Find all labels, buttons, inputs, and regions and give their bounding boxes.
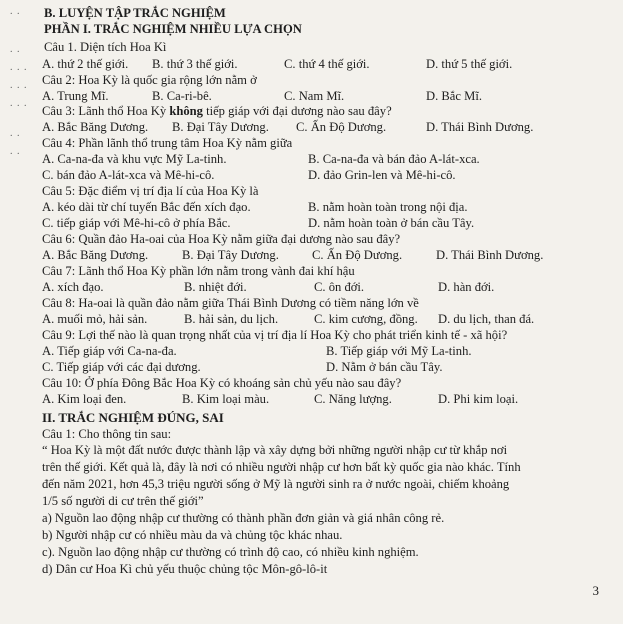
q4-option-d: D. đảo Grin-len và Mê-hi-cô.	[308, 168, 456, 182]
q5-option-d: D. nằm hoàn toàn ở bán cầu Tây.	[308, 216, 475, 230]
q9-option-c: C. Tiếp giáp với các đại dương.	[42, 360, 201, 374]
margin-marks: . . . . . . . . . . . . . . . . .	[10, 6, 28, 157]
q6-option-d: D. Thái Bình Dương.	[436, 248, 544, 262]
q9-option-b: B. Tiếp giáp với Mỹ La-tinh.	[326, 344, 472, 358]
statement-b: b) Người nhập cư có nhiều màu da và chủng tộc khác nhau.	[42, 528, 343, 542]
q4-option-c: C. bán đảo A-lát-xca và Mê-hi-cô.	[42, 168, 215, 182]
q7-option-a: A. xích đạo.	[42, 280, 104, 294]
q2-option-b: B. Ca-ri-bê.	[152, 89, 212, 103]
q6-option-c: C. Ấn Độ Dương.	[312, 248, 403, 262]
question-4: Câu 4: Phần lãnh thổ trung tâm Hoa Kỳ nằm giữa	[42, 136, 293, 150]
q3-text-emphasis: không	[169, 104, 203, 118]
q2-option-c: C. Nam Mĩ.	[284, 89, 345, 103]
q9-option-d: D. Nằm ở bán cầu Tây.	[326, 360, 443, 374]
passage-line-1: “ Hoa Kỳ là một đất nước được thành lập và xây dựng bởi những người nhập cư từ khắp nơi	[42, 443, 508, 457]
q8-option-b: B. hải sản, du lịch.	[184, 312, 279, 326]
statement-c: c). Nguồn lao động nhập cư thường có trình độ cao, có nhiều kinh nghiệm.	[42, 545, 419, 559]
statement-d: d) Dân cư Hoa Kì chủ yếu thuộc chủng tộc Môn-gô-lô-it	[42, 562, 328, 576]
q3-option-c: C. Ấn Độ Dương.	[296, 120, 387, 134]
passage-line-4: 1/5 số người di cư trên thế giới”	[42, 494, 204, 508]
q3-option-d: D. Thái Bình Dương.	[426, 120, 534, 134]
passage-line-3: đến năm 2021, hơn 45,3 triệu người sống ở Mỹ là người sinh ra ở nước ngoài, chiếm khoảng	[42, 477, 510, 491]
page-number: 3	[592, 583, 599, 598]
passage-line-2: trên thế giới. Kết quả là, đây là nơi có nhiều người nhập cư hơn bất kỳ quốc gia nào khác. Tính	[42, 460, 521, 474]
q10-option-b: B. Kim loại màu.	[182, 392, 270, 406]
question-3	[42, 104, 392, 119]
q8-option-c: C. kim cương, đồng.	[314, 312, 418, 326]
q1-option-a: A. thứ 2 thế giới.	[42, 57, 129, 71]
q10-option-a: A. Kim loại đen.	[42, 392, 127, 406]
q2-option-d: D. Bắc Mĩ.	[426, 89, 482, 103]
q3-text-post: tiếp giáp với đại dương nào sau đây?	[202, 104, 392, 118]
q6-option-b: B. Đại Tây Dương.	[182, 248, 279, 262]
q4-option-b: B. Ca-na-đa và bán đảo A-lát-xca.	[308, 152, 480, 166]
section-b-title: B. LUYỆN TẬP TRẮC NGHIỆM	[44, 6, 226, 20]
question-9: Câu 9: Lợi thế nào là quan trọng nhất của vị trí địa lí Hoa Kỳ cho phát triển kinh tế - xã hội?	[42, 328, 508, 342]
q1-option-b: B. thứ 3 thế giới.	[152, 57, 238, 71]
q3-option-b: B. Đại Tây Dương.	[172, 120, 269, 134]
q4-option-a: A. Ca-na-đa và khu vực Mỹ La-tinh.	[42, 152, 227, 166]
q7-option-b: B. nhiệt đới.	[184, 280, 247, 294]
q5-option-c: C. tiếp giáp với Mê-hi-cô ở phía Bắc.	[42, 216, 231, 230]
part2-title: II. TRẮC NGHIỆM ĐÚNG, SAI	[42, 410, 224, 425]
question-1: Câu 1. Diện tích Hoa Kì	[44, 40, 167, 54]
q8-option-d: D. du lịch, than đá.	[438, 312, 535, 326]
q1-option-c: C. thứ 4 thế giới.	[284, 57, 370, 71]
part1-title: PHẦN I. TRẮC NGHIỆM NHIỀU LỰA CHỌN	[44, 22, 302, 36]
q7-option-d: D. hàn đới.	[438, 280, 495, 294]
q3-text-pre: Câu 3: Lãnh thổ Hoa Kỳ	[42, 104, 170, 118]
q3-option-a: A. Bắc Băng Dương.	[42, 120, 149, 134]
q8-option-a: A. muối mỏ, hải sản.	[42, 312, 148, 326]
q10-option-d: D. Phi kim loại.	[438, 392, 519, 406]
q6-option-a: A. Bắc Băng Dương.	[42, 248, 149, 262]
question-7: Câu 7: Lãnh thổ Hoa Kỳ phần lớn nằm trong vành đai khí hậu	[42, 264, 355, 278]
question-10: Câu 10: Ở phía Đông Bắc Hoa Kỳ có khoáng sản chủ yếu nào sau đây?	[42, 376, 402, 390]
q5-option-a: A. kéo dài từ chí tuyến Bắc đến xích đạo.	[42, 200, 251, 214]
q2-option-a: A. Trung Mĩ.	[42, 89, 109, 103]
part2-question-1: Câu 1: Cho thông tin sau:	[42, 427, 172, 441]
question-5: Câu 5: Đặc điểm vị trí địa lí của Hoa Kỳ là	[42, 184, 259, 198]
question-2: Câu 2: Hoa Kỳ là quốc gia rộng lớn nằm ở	[42, 73, 257, 87]
statement-a: a) Nguồn lao động nhập cư thường có thành phần đơn giản và giá nhân công rẻ.	[42, 511, 445, 525]
question-8: Câu 8: Ha-oai là quần đảo nằm giữa Thái Bình Dương có tiềm năng lớn về	[42, 296, 419, 310]
question-6: Câu 6: Quần đảo Ha-oai của Hoa Kỳ nằm giữa đại dương nào sau đây?	[42, 232, 401, 246]
q7-option-c: C. ôn đới.	[314, 280, 365, 294]
q9-option-a: A. Tiếp giáp với Ca-na-đa.	[42, 344, 177, 358]
q5-option-b: B. nằm hoàn toàn trong nội địa.	[308, 200, 468, 214]
q10-option-c: C. Năng lượng.	[314, 392, 392, 406]
q1-option-d: D. thứ 5 thế giới.	[426, 57, 513, 71]
